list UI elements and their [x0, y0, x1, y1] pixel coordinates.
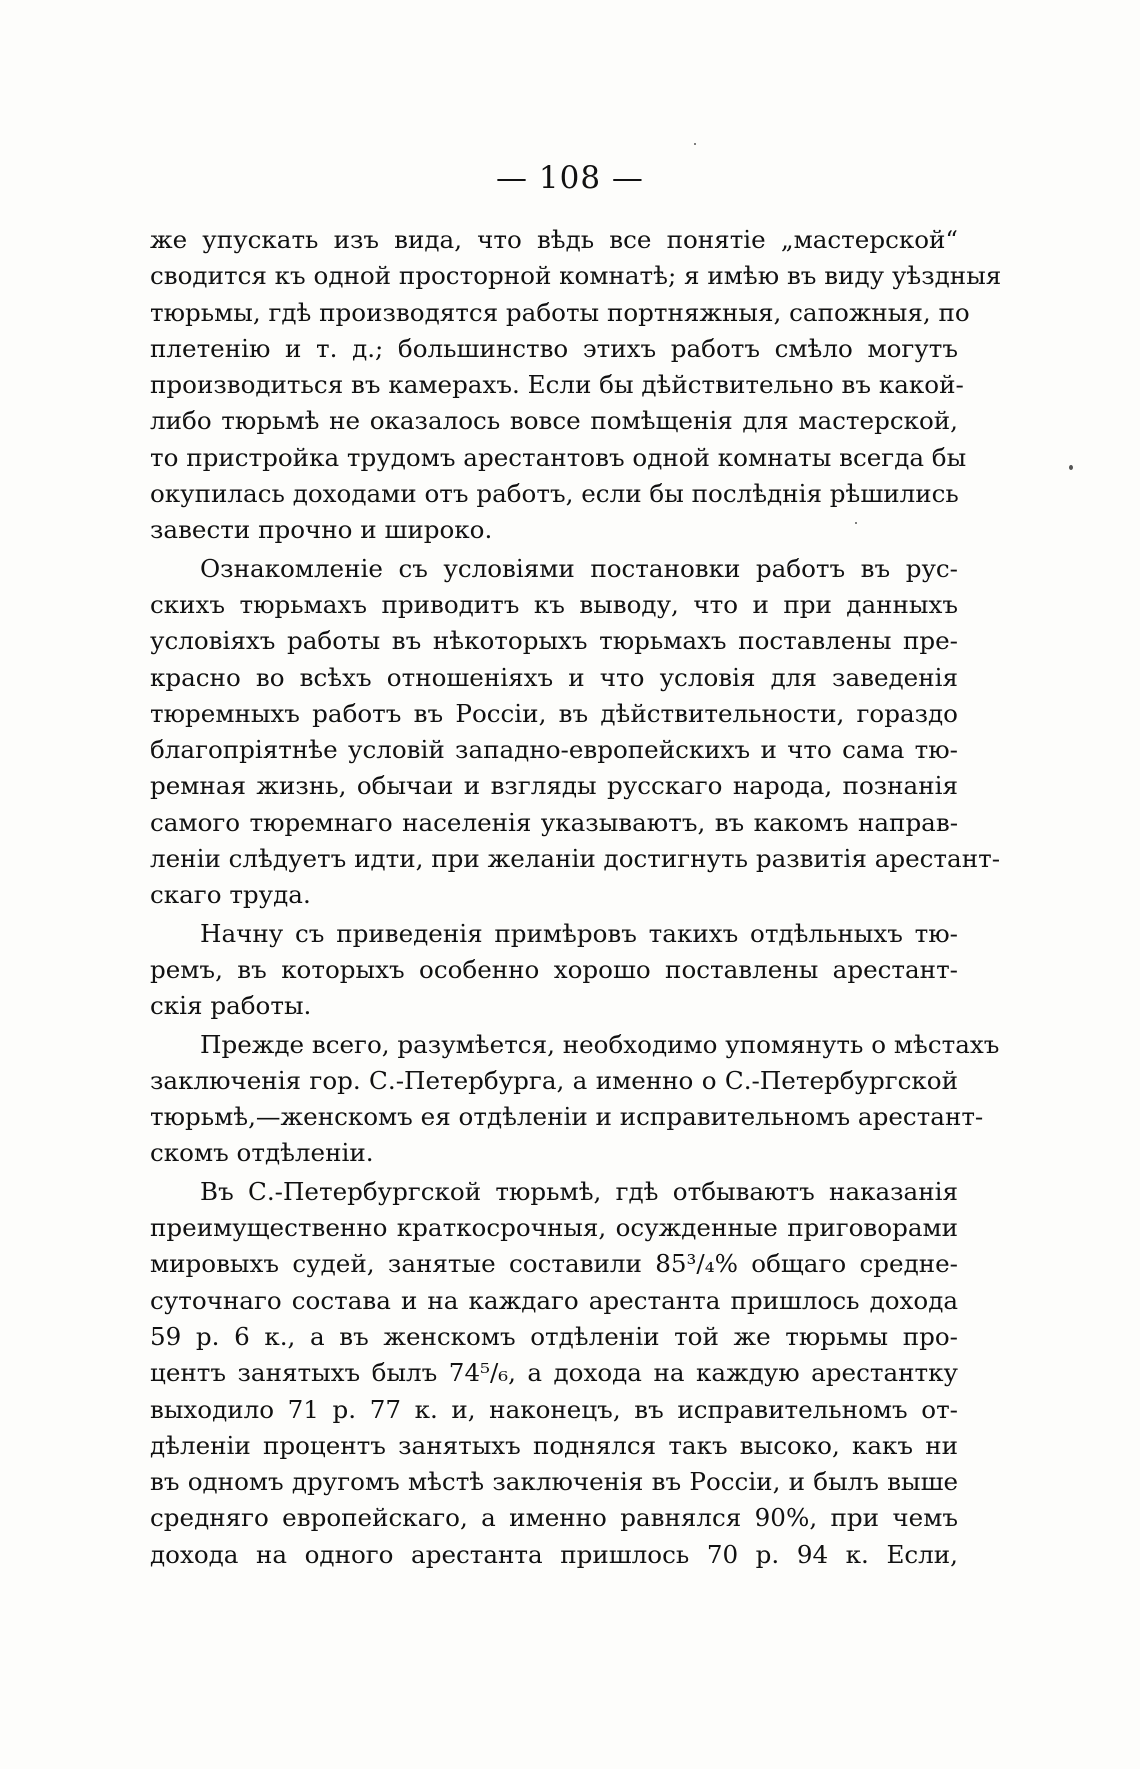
text-line: ремная жизнь, обычаи и взгляды русскаго народа, познанія	[150, 771, 958, 801]
scan-speck	[1069, 465, 1073, 470]
text-line: Въ С.-Петербургской тюрьмѣ, гдѣ отбываютъ наказанія	[200, 1176, 958, 1206]
page-number: — 108 —	[496, 160, 644, 196]
paragraph-3	[150, 916, 958, 1025]
text-line: Прежде всего, разумѣется, необходимо упомянуть о мѣстахъ	[200, 1029, 1000, 1059]
text-line: въ одномъ другомъ мѣстѣ заключенія въ Россіи, и былъ выше	[150, 1467, 958, 1497]
text-line: тюрьмѣ,—женскомъ ея отдѣленіи и исправительномъ арестант-	[150, 1102, 984, 1132]
text-line: благопріятнѣе условій западно-европейскихъ и что сама тю-	[150, 735, 958, 765]
text-line: скомъ отдѣленіи.	[150, 1138, 374, 1168]
paragraph-5	[150, 1174, 958, 1573]
text-line: то пристройка трудомъ арестантовъ одной комнаты всегда бы	[150, 442, 967, 472]
text-line: 59 р. 6 к., а въ женскомъ отдѣленіи той же тюрьмы про-	[150, 1321, 958, 1351]
text-line: производиться въ камерахъ. Если бы дѣйствительно въ какой-	[150, 370, 964, 400]
text-line: тюрьмы, гдѣ производятся работы портняжныя, сапожныя, по	[150, 297, 970, 327]
text-line: завести прочно и широко.	[150, 515, 493, 545]
text-line: окупилась доходами отъ работъ, если бы послѣднія рѣшились	[150, 479, 959, 509]
text-line: самого тюремнаго населенія указываютъ, въ какомъ направ-	[150, 807, 958, 837]
text-line: заключенія гор. С.-Петербурга, а именно о С.-Петербургской	[150, 1065, 958, 1095]
text-line: мировыхъ судей, занятые составили 85³/₄% общаго средне-	[150, 1249, 958, 1279]
text-line: тюремныхъ работъ въ Россіи, въ дѣйствительности, гораздо	[150, 698, 958, 728]
text-line: Начну съ приведенія примѣровъ такихъ отдѣльныхъ тю-	[200, 918, 958, 948]
text-line: скія работы.	[150, 991, 312, 1021]
text-line: центъ занятыхъ былъ 74⁵/₆, а дохода на каждую арестантку	[150, 1358, 958, 1388]
text-line: леніи слѣдуетъ идти, при желаніи достигнуть развитія арестант-	[150, 844, 1001, 874]
text-line: скихъ тюрьмахъ приводитъ къ выводу, что и при данныхъ	[150, 589, 958, 619]
text-line: плетенію и т. д.; большинство этихъ работъ смѣло могутъ	[150, 333, 958, 363]
text-line: же упускать изъ вида, что вѣдь все понятіе „мастерской“	[150, 225, 958, 254]
text-line: Ознакомленіе съ условіями постановки работъ въ рус-	[200, 553, 958, 583]
scan-speck	[855, 522, 857, 524]
text-line: суточнаго состава и на каждаго арестанта пришлось дохода	[150, 1285, 958, 1315]
paragraph-1	[150, 222, 1002, 549]
text-line: ремъ, въ которыхъ особенно хорошо поставлены арестант-	[150, 954, 958, 984]
text-line: скаго труда.	[150, 880, 311, 910]
text-line: либо тюрьмѣ не оказалось вовсе помѣщенія для мастерской,	[150, 406, 958, 436]
body-text	[150, 222, 1002, 1573]
text-line: преимущественно краткосрочныя, осужденные приговорами	[150, 1213, 958, 1243]
text-line: дохода на одного арестанта пришлось 70 р. 94 к. Если,	[150, 1539, 958, 1569]
scan-speck	[694, 143, 696, 145]
text-line: дѣленіи процентъ занятыхъ поднялся такъ высоко, какъ ни	[150, 1430, 958, 1460]
text-line: условіяхъ работы въ нѣкоторыхъ тюрьмахъ поставлены пре-	[150, 626, 958, 656]
text-line: красно во всѣхъ отношеніяхъ и что условія для заведенія	[150, 662, 958, 692]
text-line: средняго европейскаго, а именно равнялся 90%, при чемъ	[150, 1503, 958, 1533]
text-line: выходило 71 р. 77 к. и, наконецъ, въ исправительномъ от-	[150, 1394, 958, 1424]
paragraph-4	[150, 1027, 1000, 1172]
text-line: сводится къ одной просторной комнатѣ; я имѣю въ виду уѣздныя	[150, 261, 1002, 291]
paragraph-2	[150, 551, 1001, 914]
